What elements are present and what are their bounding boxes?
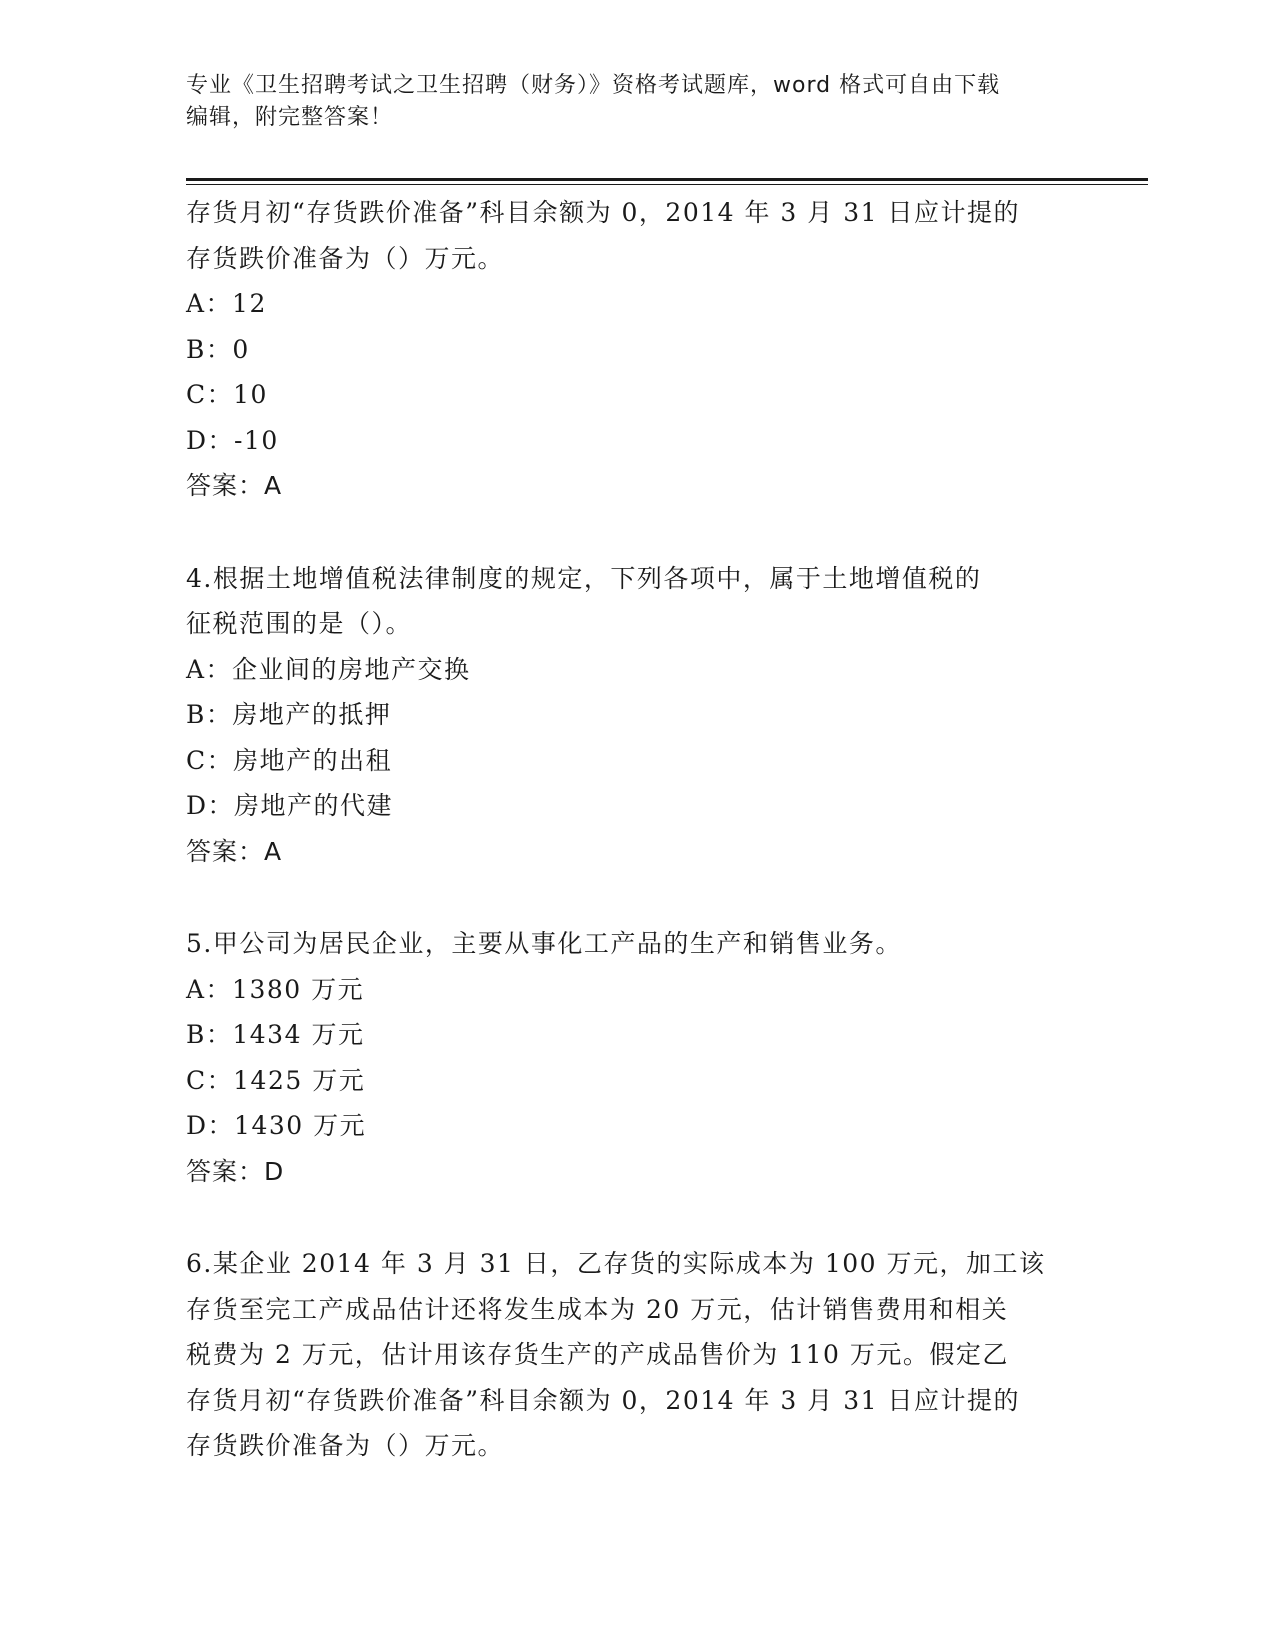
question-spacer [186,509,1086,556]
question-stem-line: 税费为 2 万元，估计用该存货生产的产成品售价为 110 万元。假定乙 [186,1340,1009,1369]
question-5 [186,921,1086,1194]
question-stem-line: 存货跌价准备为（）万元。 [186,1431,505,1460]
question-stem-line: 存货月初“存货跌价准备”科目余额为 0，2014 年 3 月 31 日应计提的 [186,1385,1020,1415]
question-stem-line: 存货月初“存货跌价准备”科目余额为 0，2014 年 3 月 31 日应计提的 [186,198,1020,227]
question-stem-line: 存货跌价准备为（）万元。 [186,243,505,273]
header-line-2: 编辑，附完整答案！ [186,105,394,130]
question-list [186,190,1086,1469]
question-6 [186,1241,1086,1469]
option-b: B：0 [186,334,250,364]
option-c: C：房地产的出租 [186,745,393,775]
header-line-1: 专业《卫生招聘考试之卫生招聘（财务）》资格考试题库，word 格式可自由下载 [186,73,1001,98]
question-stem-line: 5.甲公司为居民企业，主要从事化工产品的生产和销售业务。 [186,929,902,958]
question-spacer [186,1194,1086,1241]
answer-label: 答案：A [186,836,283,866]
document-header [186,70,1066,134]
option-a: A：1380 万元 [186,974,365,1004]
option-d: D：房地产的代建 [186,791,394,820]
header-divider-thick [186,178,1148,181]
option-c: C：1425 万元 [186,1065,366,1095]
answer-label: 答案：D [186,1156,285,1186]
header-divider-thin [186,184,1148,185]
option-d: D：1430 万元 [186,1111,367,1140]
option-b: B：房地产的抵押 [186,700,392,729]
question-4 [186,556,1086,875]
question-stem-line: 征税范围的是（）。 [186,609,413,638]
question-3 [186,190,1086,509]
option-b: B：1434 万元 [186,1020,365,1049]
question-spacer [186,874,1086,921]
answer-label: 答案：A [186,471,283,500]
option-c: C：10 [186,380,268,409]
option-d: D：-10 [186,425,279,455]
option-a: A：企业间的房地产交换 [186,654,471,684]
question-stem-line: 存货至完工产成品估计还将发生成本为 20 万元，估计销售费用和相关 [186,1294,1009,1324]
question-stem-line: 4.根据土地增值税法律制度的规定，下列各项中，属于土地增值税的 [186,563,982,593]
option-a: A：12 [186,289,267,318]
question-stem-line: 6.某企业 2014 年 3 月 31 日，乙存货的实际成本为 100 万元，加工该 [186,1249,1046,1278]
